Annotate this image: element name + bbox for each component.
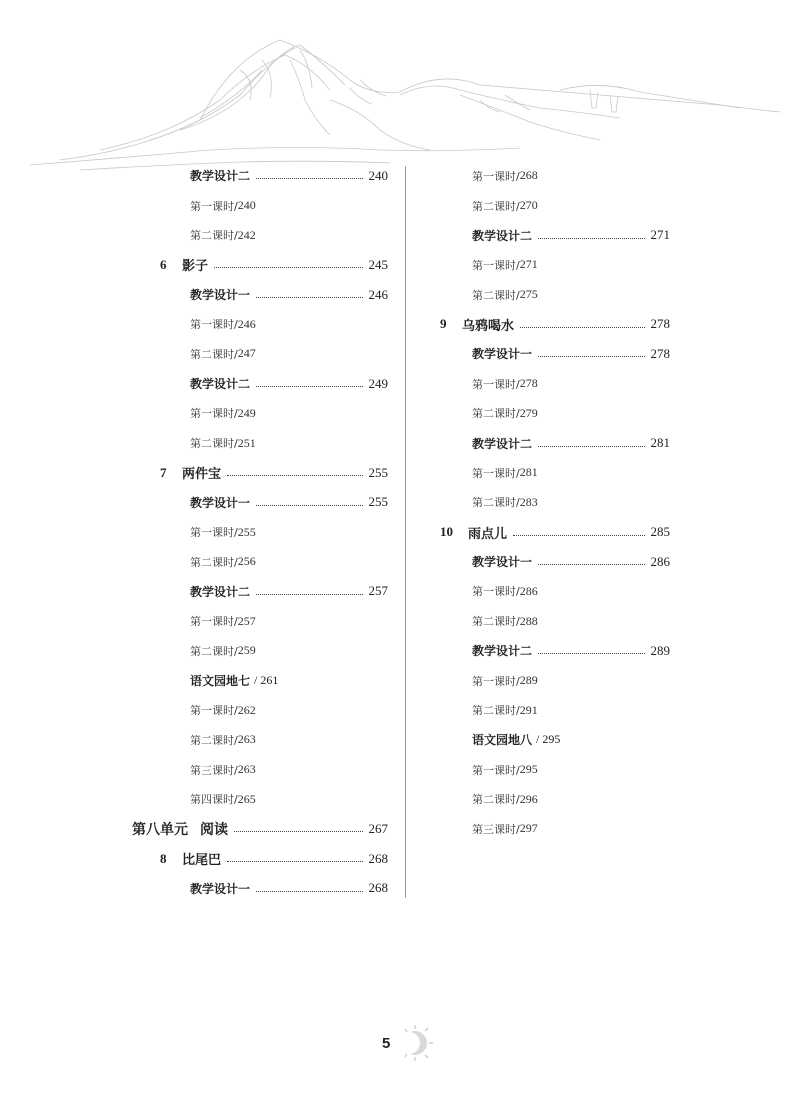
page-number: 295	[519, 762, 538, 777]
toc-entry[interactable]	[120, 309, 388, 339]
page-number: 240	[368, 167, 388, 183]
chapter-number: 7	[160, 464, 167, 480]
page-number: 246	[368, 286, 388, 302]
page-number: 255	[368, 494, 388, 510]
entry-label: 第一课时/	[190, 199, 238, 213]
dot-leader	[256, 386, 362, 387]
toc-garden[interactable]	[440, 725, 670, 755]
entry-label: 第二课时/	[190, 437, 238, 451]
dot-leader	[234, 831, 363, 832]
page-number: 286	[650, 553, 670, 569]
page-number: 256	[237, 554, 256, 569]
page-number: 289	[519, 673, 538, 688]
page-number: 289	[650, 642, 670, 658]
entry-label: 第二课时/	[472, 615, 520, 629]
page-number: 271	[519, 257, 538, 272]
toc-entry[interactable]	[120, 547, 388, 577]
entry-label: 第二课时/	[472, 704, 520, 718]
toc-entry[interactable]	[120, 339, 388, 369]
chapter-number: 9	[440, 316, 447, 332]
mountain-landscape-icon	[0, 0, 790, 175]
toc-entry[interactable]	[440, 784, 670, 814]
entry-label: 教学设计二	[190, 169, 251, 184]
page-number: 249	[368, 375, 388, 391]
column-divider	[405, 166, 406, 898]
entry-label: 教学设计二	[190, 377, 251, 392]
toc-left-column	[120, 161, 388, 903]
toc-entry[interactable]	[120, 695, 388, 725]
page-number: 278	[650, 316, 670, 332]
entry-label: 教学设计二	[190, 584, 251, 599]
toc-entry[interactable]	[120, 369, 388, 399]
page-number: 285	[650, 524, 670, 540]
page-number: 268	[519, 168, 538, 183]
entry-label: 第二课时/	[190, 347, 238, 361]
entry-label: 教学设计二	[472, 644, 533, 659]
dot-leader	[227, 475, 362, 476]
page-number: 245	[368, 256, 388, 272]
entry-label: 第一课时/	[190, 526, 238, 540]
toc-entry[interactable]	[120, 874, 388, 904]
chapter-number: 8	[160, 850, 167, 866]
toc-entry[interactable]	[120, 488, 388, 518]
entry-label: 第二课时/	[472, 407, 520, 421]
entry-label: 第一课时/	[472, 169, 520, 183]
page-number: 281	[650, 435, 670, 451]
toc-unit[interactable]	[120, 814, 388, 844]
chapter-title: 影子	[182, 259, 209, 275]
page-number: / 295	[536, 732, 561, 747]
toc-entry[interactable]	[440, 547, 670, 577]
toc-entry[interactable]	[120, 428, 388, 458]
page-number: 291	[519, 702, 538, 717]
entry-label: 第二课时/	[190, 229, 238, 243]
toc-entry[interactable]	[440, 250, 670, 280]
moon-icon	[396, 1024, 434, 1062]
entry-label: 第一课时/	[472, 377, 520, 391]
dot-leader	[256, 594, 362, 595]
page-number: 263	[237, 762, 256, 777]
entry-label: 教学设计一	[190, 881, 251, 896]
dot-leader	[256, 178, 362, 179]
toc-entry[interactable]	[120, 280, 388, 310]
entry-label: 教学设计一	[472, 347, 533, 362]
chapter-number: 10	[440, 524, 453, 540]
toc-entry[interactable]	[440, 399, 670, 429]
toc-entry[interactable]	[120, 636, 388, 666]
dot-leader	[520, 327, 644, 328]
page-number: 271	[650, 227, 670, 243]
entry-label: 第二课时/	[190, 555, 238, 569]
toc-entry[interactable]	[120, 399, 388, 429]
entry-label: 教学设计二	[472, 228, 533, 243]
dot-leader	[538, 356, 644, 357]
chapter-title: 两件宝	[182, 467, 222, 483]
page-number: 242	[237, 227, 256, 242]
dot-leader	[538, 238, 644, 239]
toc-entry[interactable]	[120, 755, 388, 785]
page-number: 268	[368, 850, 388, 866]
chapter-number: 6	[160, 256, 167, 272]
toc-right-column	[440, 161, 670, 844]
entry-label: 第一课时/	[472, 585, 520, 599]
page-number: 267	[368, 820, 388, 836]
chapter-title: 雨点儿	[468, 526, 508, 542]
toc-entry[interactable]	[440, 161, 670, 191]
dot-leader	[227, 861, 362, 862]
toc-entry[interactable]	[440, 695, 670, 725]
toc-entry[interactable]	[440, 191, 670, 221]
dot-leader	[256, 297, 362, 298]
garden-title: 语文园地七	[190, 674, 251, 689]
entry-label: 第一课时/	[472, 763, 520, 777]
toc-entry[interactable]	[120, 606, 388, 636]
toc-entry[interactable]	[440, 666, 670, 696]
page-number: 262	[237, 702, 256, 717]
toc-chapter[interactable]	[120, 250, 388, 280]
garden-title: 语文园地八	[472, 733, 533, 748]
page-number: 288	[519, 613, 538, 628]
entry-label: 教学设计一	[472, 555, 533, 570]
dot-leader	[513, 535, 644, 536]
page-number: 268	[368, 880, 388, 896]
toc-entry[interactable]	[120, 784, 388, 814]
page-number: 286	[519, 583, 538, 598]
entry-label: 第三课时/	[472, 822, 520, 836]
entry-label: 第三课时/	[190, 763, 238, 777]
page-number: 246	[237, 316, 256, 331]
entry-label: 第二课时/	[472, 199, 520, 213]
page-number: 283	[519, 494, 538, 509]
entry-label: 第四课时/	[190, 793, 238, 807]
toc-entry[interactable]	[440, 428, 670, 458]
toc-entry[interactable]	[440, 488, 670, 518]
page-number: 259	[237, 643, 256, 658]
toc-entry[interactable]	[120, 517, 388, 547]
entry-label: 第二课时/	[472, 288, 520, 302]
toc-entry[interactable]	[440, 606, 670, 636]
page-number: 247	[237, 346, 256, 361]
dot-leader	[538, 653, 644, 654]
page-number: 251	[237, 435, 256, 450]
toc-entry[interactable]	[120, 577, 388, 607]
toc-chapter[interactable]	[120, 458, 388, 488]
toc-entry[interactable]	[440, 636, 670, 666]
page-number: 255	[237, 524, 256, 539]
page-number: 257	[368, 583, 388, 599]
toc-chapter[interactable]	[120, 844, 388, 874]
entry-label: 第二课时/	[190, 644, 238, 658]
dot-leader	[214, 267, 362, 268]
page-number: 278	[519, 376, 538, 391]
entry-label: 第一课时/	[190, 615, 238, 629]
unit-label: 第八单元	[132, 821, 188, 838]
toc-chapter[interactable]	[440, 309, 670, 339]
entry-label: 第二课时/	[472, 496, 520, 510]
entry-label: 第一课时/	[472, 258, 520, 272]
entry-label: 教学设计一	[190, 495, 251, 510]
toc-entry[interactable]	[440, 755, 670, 785]
page-number: / 261	[254, 673, 279, 688]
page-number: 279	[519, 405, 538, 420]
page-number: 270	[519, 198, 538, 213]
entry-label: 第一课时/	[472, 466, 520, 480]
entry-label: 第一课时/	[190, 407, 238, 421]
entry-label: 教学设计一	[190, 288, 251, 303]
dot-leader	[538, 564, 644, 565]
page-number-footer: 5	[382, 1035, 391, 1052]
dot-leader	[256, 505, 362, 506]
entry-label: 第二课时/	[472, 793, 520, 807]
entry-label: 第一课时/	[472, 674, 520, 688]
toc-entry[interactable]	[440, 814, 670, 844]
page-number: 265	[237, 791, 256, 806]
page-number: 257	[237, 613, 256, 628]
toc-entry[interactable]	[440, 458, 670, 488]
page-number: 297	[519, 821, 538, 836]
page-number: 255	[368, 464, 388, 480]
toc-chapter[interactable]	[440, 517, 670, 547]
page-number: 281	[519, 465, 538, 480]
unit-name: 阅读	[200, 821, 228, 838]
page-number: 275	[519, 287, 538, 302]
entry-label: 第一课时/	[190, 318, 238, 332]
chapter-title: 比尾巴	[182, 853, 222, 869]
page-number: 263	[237, 732, 256, 747]
entry-label: 第一课时/	[190, 704, 238, 718]
toc-entry[interactable]	[440, 339, 670, 369]
toc-entry[interactable]	[440, 280, 670, 310]
page-number: 296	[519, 791, 538, 806]
chapter-title: 乌鸦喝水	[462, 318, 515, 334]
dot-leader	[538, 446, 644, 447]
entry-label: 教学设计二	[472, 436, 533, 451]
page-number: 240	[237, 198, 256, 213]
toc-garden[interactable]	[120, 666, 388, 696]
dot-leader	[256, 891, 362, 892]
toc-entry[interactable]	[440, 577, 670, 607]
entry-label: 第二课时/	[190, 733, 238, 747]
page-number: 278	[650, 345, 670, 361]
toc-entry[interactable]	[440, 369, 670, 399]
toc-entry[interactable]	[120, 161, 388, 191]
toc-entry[interactable]	[120, 220, 388, 250]
toc-entry[interactable]	[440, 220, 670, 250]
toc-entry[interactable]	[120, 725, 388, 755]
page-number: 249	[237, 405, 256, 420]
toc-entry[interactable]	[120, 191, 388, 221]
